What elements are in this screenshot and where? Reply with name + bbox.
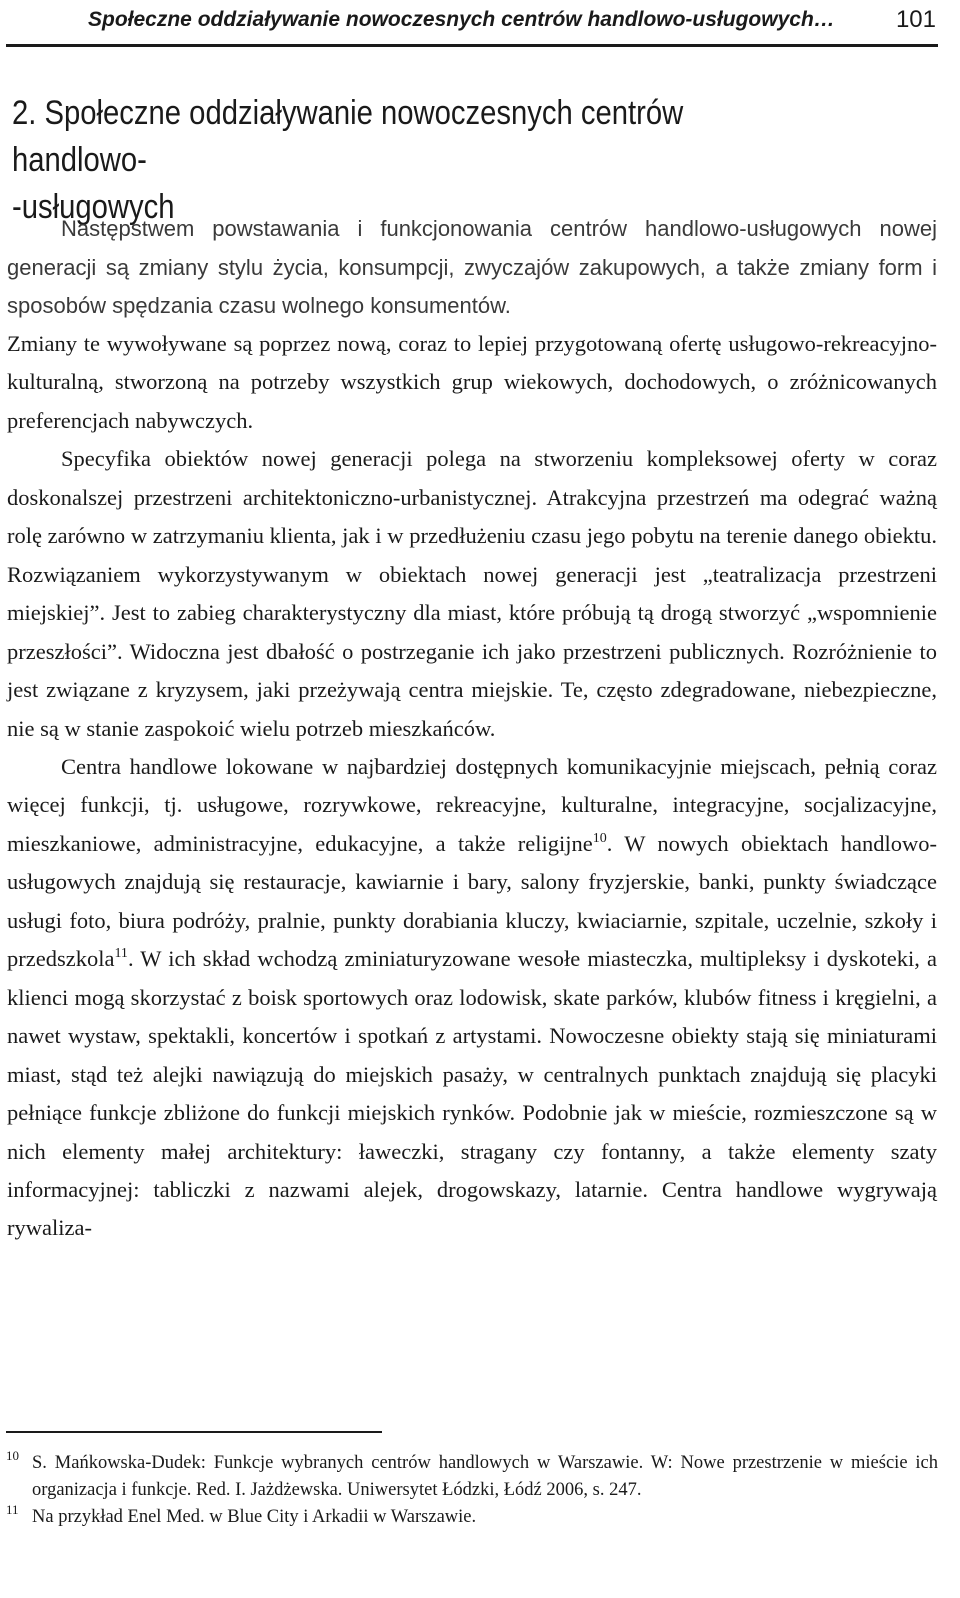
- footnote-text: Na przykład Enel Med. w Blue City i Arkadii w Warszawie.: [32, 1507, 477, 1527]
- section-heading-line-1: 2. Społeczne oddziaływanie nowoczesnych centrów handlowo-: [12, 94, 684, 179]
- page-number: 101: [895, 6, 936, 33]
- running-title: Społeczne oddziaływanie nowoczesnych centrów handlowo-usługowych…: [88, 8, 835, 31]
- paragraph-2: Specyfika obiektów nowej generacji polega na stworzeniu kompleksowej oferty w coraz doskonalszej przestrzeni architektoniczno-urbanistycznej. Atrakcyjna przestrzeń ma odegrać ważną rolę zarówno w zatrzymaniu klienta, jak i w przedłużeniu czasu jego pobytu na terenie danego obiektu. Rozwiązaniem wykorzystywanym w obiektach nowej generacji jest „teatralizacja przestrzeni miejskiej”. Jest to zabieg charakterystyczny dla miast, które próbują tą drogą stworzyć „wspomnienie przeszłości”. Widoczna jest dbałość o postrzeganie ich jako przestrzeni publicznych. Rozróżnienie to jest związane z kryzysem, jaki przeżywają centra miejskie. Te, często zdegradowane, niebezpieczne, nie są w stanie zaspokoić wielu potrzeb mieszkańców.: [7, 446, 937, 741]
- paragraph-3-part-c: . W ich skład wchodzą zminiaturyzowane wesołe miasteczka, multipleksy i dyskoteki, a klienci mogą skorzystać z boisk sportowych oraz lodowisk, skate parków, klubów fitness i kręgielni, a nawet wystaw, spektakli, koncertów i spotkań z artystami. Nowoczesne obiekty stają się miniaturami miast, stąd też alejki nawiązują do miejskich pasaży, w centralnych punktach znajdują się placyki pełniące funkcje zbliżone do funkcji miejskich rynków. Podobnie jak w mieście, rozmieszczone są w nich elementy małej architektury: ławeczki, stragany czy fontanny, a także elementy szaty informacyjnej: tabliczki z nazwami alejek, drogowskazy, latarnie. Centra handlowe wygrywają rywaliza-: [7, 946, 937, 1241]
- footnote-ref-10[interactable]: 10: [592, 830, 607, 846]
- footnote-ref-11[interactable]: 11: [114, 946, 128, 962]
- section-heading-line-2: -usługowych: [12, 188, 175, 226]
- paragraph-3: [7, 748, 937, 1248]
- paragraph-1: Zmiany te wywoływane są poprzez nową, coraz to lepiej przygotowaną ofertę usługowo-rekreacyjno-kulturalną, stworzoną na potrzeby wszystkich grup wiekowych, dochodowych, o zróżnicowanych preferencjach nabywczych.: [7, 331, 937, 433]
- footnote-text: S. Mańkowska-Dudek: Funkcje wybranych centrów handlowych w Warszawie. W: Nowe przestrzenie w mieście ich organizacja i funkcje. Red. I. Jażdżewska. Uniwersytet Łódzki, Łódź 2006, s. 247.: [32, 1453, 938, 1500]
- footnote-10: [6, 1450, 938, 1504]
- running-header: [88, 4, 938, 40]
- header-rule: [6, 44, 938, 47]
- paragraph-3-part-b: . W nowych obiektach handlowo-usługowych znajdują się restauracje, kawiarnie i bary, salony fryzjerskie, banki, punkty świadczące usługi foto, biura podróży, pralnie, punkty dorabiania kluczy, kwiaciarnie, szpitale, uczelnie, szkoły i przedszkola: [7, 830, 937, 972]
- footnote-number: 10: [6, 1448, 19, 1463]
- footnote-11: [6, 1504, 938, 1531]
- footnotes: [6, 1450, 938, 1531]
- footnote-number: 11: [6, 1502, 19, 1517]
- body-text: [7, 325, 937, 1248]
- footnote-rule: [6, 1431, 382, 1433]
- intro-paragraph: Następstwem powstawania i funkcjonowania centrów handlowo-usługowych nowej generacji są zmiany stylu życia, konsumpcji, zwyczajów zakupowych, a także zmiany form i sposobów spędzania czasu wolnego konsumentów.: [7, 216, 937, 318]
- paragraph-3-part-a: Centra handlowe lokowane w najbardziej dostępnych komunikacyjnie miejscach, pełnią coraz więcej funkcji, tj. usługowe, rozrywkowe, rekreacyjne, kulturalne, integracyjne, socjalizacyjne, mieszkaniowe, administracyjne, edukacyjne, a także religijne: [7, 753, 937, 856]
